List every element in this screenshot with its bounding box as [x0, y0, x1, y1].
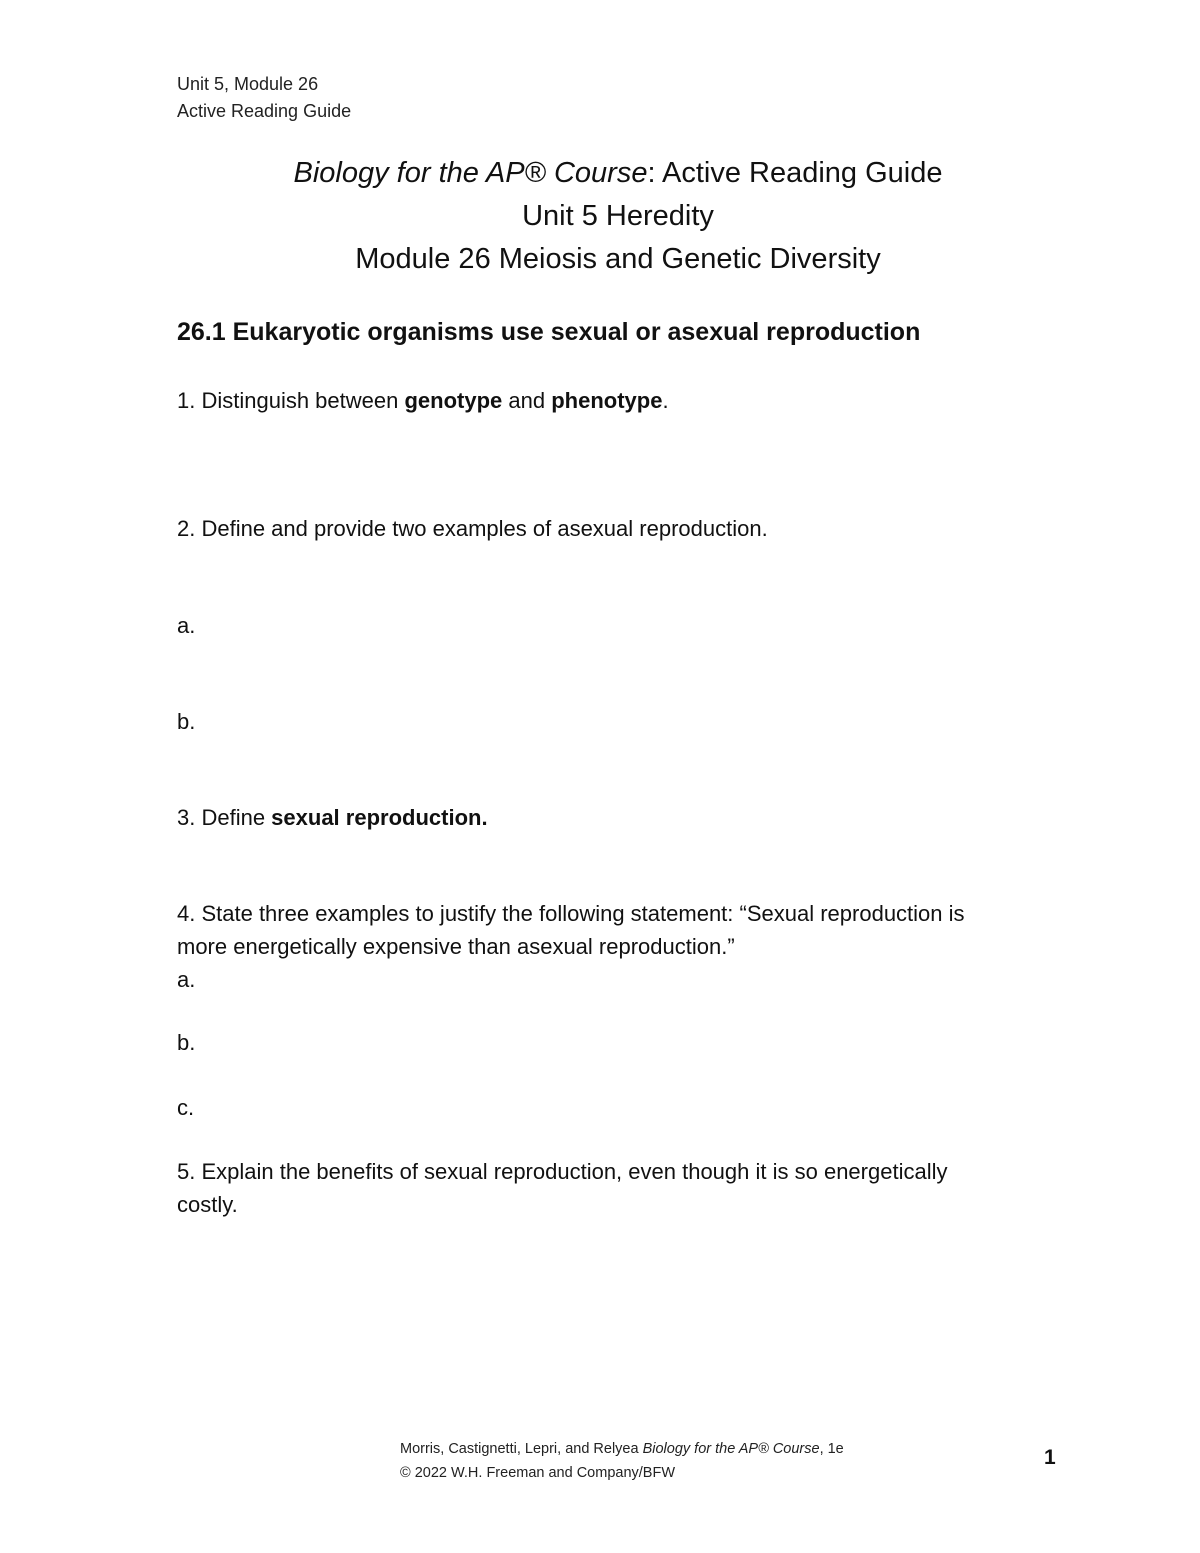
- question-4-line-2: more energetically expensive than asexual reproduction.”: [177, 934, 735, 959]
- title-book-name: Biology for the AP® Course: [293, 157, 648, 189]
- unit-title: Unit 5 Heredity: [522, 200, 714, 232]
- q1-term-genotype: genotype: [404, 388, 503, 413]
- question-4-answer-a: a.: [177, 967, 196, 992]
- title-rest: : Active Reading Guide: [647, 157, 943, 189]
- footer-authors: Morris, Castignetti, Lepri, and Relyea: [400, 1441, 643, 1457]
- question-3: [177, 801, 488, 834]
- module-title: Module 26 Meiosis and Genetic Diversity: [355, 243, 881, 275]
- page-number: 1: [1044, 1446, 1056, 1469]
- document-title: [0, 157, 1200, 190]
- footer-citation: [400, 1441, 844, 1457]
- question-5-line-2: costly.: [177, 1192, 238, 1217]
- q1-text-end: .: [662, 388, 669, 413]
- question-4-answer-c: c.: [177, 1095, 195, 1120]
- q3-text: 3. Define: [177, 805, 272, 830]
- question-5-line-1: 5. Explain the benefits of sexual reproduction, even though it is so energetically: [177, 1159, 948, 1184]
- section-heading: 26.1 Eukaryotic organisms use sexual or asexual reproduction: [177, 318, 921, 346]
- question-2: 2. Define and provide two examples of asexual reproduction.: [177, 516, 768, 541]
- footer-copyright: © 2022 W.H. Freeman and Company/BFW: [400, 1465, 676, 1481]
- footer-edition: , 1e: [819, 1441, 844, 1457]
- q1-text-mid: and: [502, 388, 552, 413]
- question-4-answer-b: b.: [177, 1030, 196, 1055]
- question-1: [177, 384, 669, 417]
- question-2-answer-a: a.: [177, 613, 196, 638]
- q1-text-start: 1. Distinguish between: [177, 388, 405, 413]
- question-4-line-1: 4. State three examples to justify the following statement: “Sexual reproduction is: [177, 901, 965, 926]
- q3-term-sexual-reproduction: sexual reproduction.: [271, 805, 488, 830]
- running-header-guide: Active Reading Guide: [177, 101, 352, 121]
- footer-book-title: Biology for the AP® Course: [642, 1441, 820, 1457]
- q1-term-phenotype: phenotype: [551, 388, 663, 413]
- running-header-unit: Unit 5, Module 26: [177, 74, 319, 94]
- question-2-answer-b: b.: [177, 709, 196, 734]
